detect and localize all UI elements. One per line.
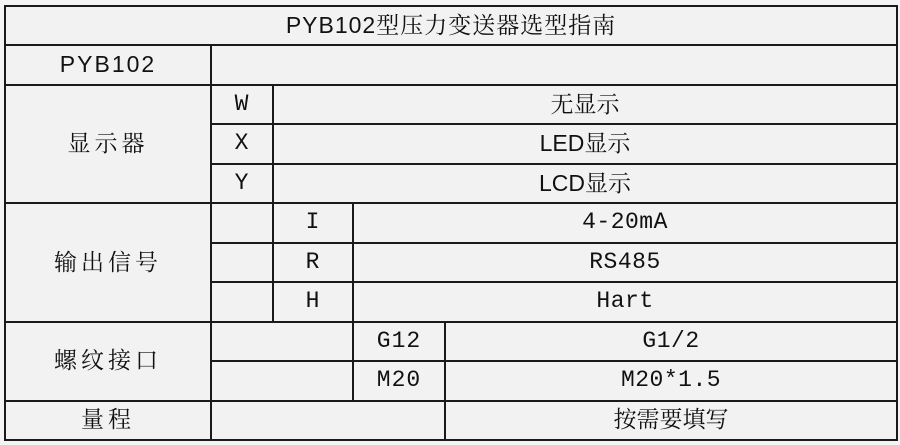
option-desc-display-x: LED显示: [273, 124, 897, 163]
option-code-thread-g12: G12: [353, 322, 445, 361]
output-spacer-1: [211, 203, 273, 242]
option-code-thread-m20: M20: [353, 361, 445, 400]
table-row-range: [5, 401, 897, 440]
option-code-display-y: Y: [211, 164, 273, 203]
table-row-model: [5, 45, 897, 84]
option-code-display-w: W: [211, 85, 273, 124]
model-label: PYB102: [5, 45, 211, 84]
option-desc-thread-g12: G1/2: [445, 322, 897, 361]
option-desc-output-h: Hart: [353, 282, 897, 321]
selection-guide-table: [4, 5, 898, 441]
model-value-blank: [211, 45, 897, 84]
range-spacer: [211, 401, 445, 440]
option-code-display-x: X: [211, 124, 273, 163]
option-desc-thread-m20: M20*1.5: [445, 361, 897, 400]
output-spacer-2: [211, 243, 273, 282]
option-desc-display-y: LCD显示: [273, 164, 897, 203]
option-code-output-r: R: [273, 243, 353, 282]
option-desc-display-w: 无显示: [273, 85, 897, 124]
group-label-range: 量程: [5, 401, 211, 440]
group-label-thread: 螺纹接口: [5, 322, 211, 401]
table-row-output-1: [5, 203, 897, 242]
thread-spacer-1: [211, 322, 353, 361]
page-title: PYB102型压力变送器选型指南: [5, 6, 897, 45]
output-spacer-3: [211, 282, 273, 321]
option-code-output-h: H: [273, 282, 353, 321]
table-row-display-1: [5, 85, 897, 124]
thread-spacer-2: [211, 361, 353, 400]
option-code-output-i: I: [273, 203, 353, 242]
group-label-display: 显示器: [5, 85, 211, 203]
option-desc-output-r: RS485: [353, 243, 897, 282]
option-desc-range: 按需要填写: [445, 401, 897, 440]
group-label-output: 输出信号: [5, 203, 211, 321]
table-row-thread-1: [5, 322, 897, 361]
option-desc-output-i: 4-20mA: [353, 203, 897, 242]
table-row-title: [5, 6, 897, 45]
